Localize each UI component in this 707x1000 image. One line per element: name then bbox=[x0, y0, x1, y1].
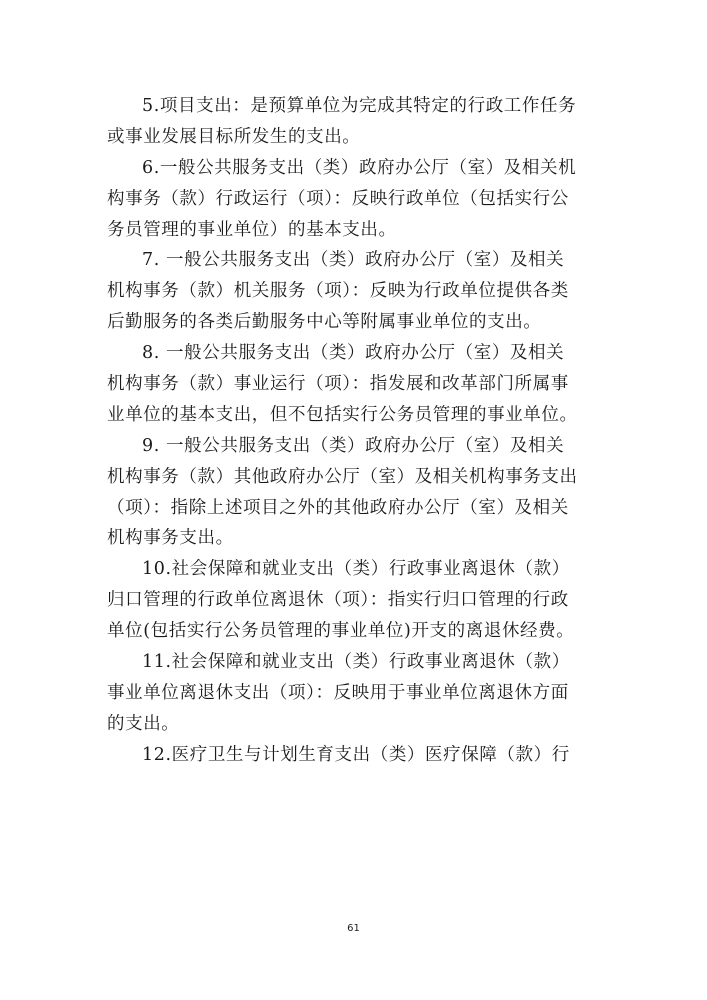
paragraph-10-line-2: 归口管理的行政单位离退休（项）：指实行归口管理的行政 bbox=[107, 590, 569, 611]
paragraph-10-line-1: 10.社会保障和就业支出（类）行政事业离退休（款） bbox=[142, 559, 570, 580]
paragraph-11-line-1: 11.社会保障和就业支出（类）行政事业离退休（款） bbox=[142, 652, 570, 673]
paragraph-9-line-2: 机构事务（款）其他政府办公厅（室）及相关机构事务支出 bbox=[107, 466, 578, 487]
paragraph-9-line-1: 9. 一般公共服务支出（类）政府办公厅（室）及相关 bbox=[142, 435, 565, 456]
paragraph-9-line-4: 机构事务支出。 bbox=[107, 528, 234, 549]
paragraph-6-line-1: 6.一般公共服务支出（类）政府办公厅（室）及相关机 bbox=[142, 157, 577, 178]
paragraph-7-line-2: 机构事务（款）机关服务（项）：反映为行政单位提供各类 bbox=[107, 281, 569, 302]
paragraph-10-line-3: 单位(包括实行公务员管理的事业单位)开支的离退休经费。 bbox=[107, 621, 575, 642]
paragraph-6-line-2: 构事务（款）行政运行（项）：反映行政单位（包括实行公 bbox=[107, 188, 569, 209]
paragraph-6-line-3: 务员管理的事业单位）的基本支出。 bbox=[107, 219, 397, 240]
body-text bbox=[107, 91, 607, 771]
paragraph-11-line-3: 的支出。 bbox=[107, 713, 180, 734]
paragraph-9-line-3: （项）：指除上述项目之外的其他政府办公厅（室）及相关 bbox=[107, 497, 569, 518]
paragraph-7-line-3: 后勤服务的各类后勤服务中心等附属事业单位的支出。 bbox=[107, 312, 542, 333]
paragraph-12-line-1: 12.医疗卫生与计划生育支出（类）医疗保障（款）行 bbox=[142, 744, 570, 765]
paragraph-7-line-1: 7. 一般公共服务支出（类）政府办公厅（室）及相关 bbox=[142, 250, 565, 271]
paragraph-5-line-2: 或事业发展目标所发生的支出。 bbox=[107, 126, 361, 147]
paragraph-5-line-1: 5.项目支出：是预算单位为完成其特定的行政工作任务 bbox=[142, 96, 577, 116]
paragraph-11-line-2: 事业单位离退休支出（项）：反映用于事业单位离退休方面 bbox=[107, 682, 569, 703]
paragraph-8-line-1: 8. 一般公共服务支出（类）政府办公厅（室）及相关 bbox=[142, 343, 565, 364]
paragraph-8-line-2: 机构事务（款）事业运行（项）：指发展和改革部门所属事 bbox=[107, 374, 569, 395]
paragraph-8-line-3: 业单位的基本支出，但不包括实行公务员管理的事业单位。 bbox=[107, 404, 578, 425]
page-number: 61 bbox=[347, 923, 360, 934]
